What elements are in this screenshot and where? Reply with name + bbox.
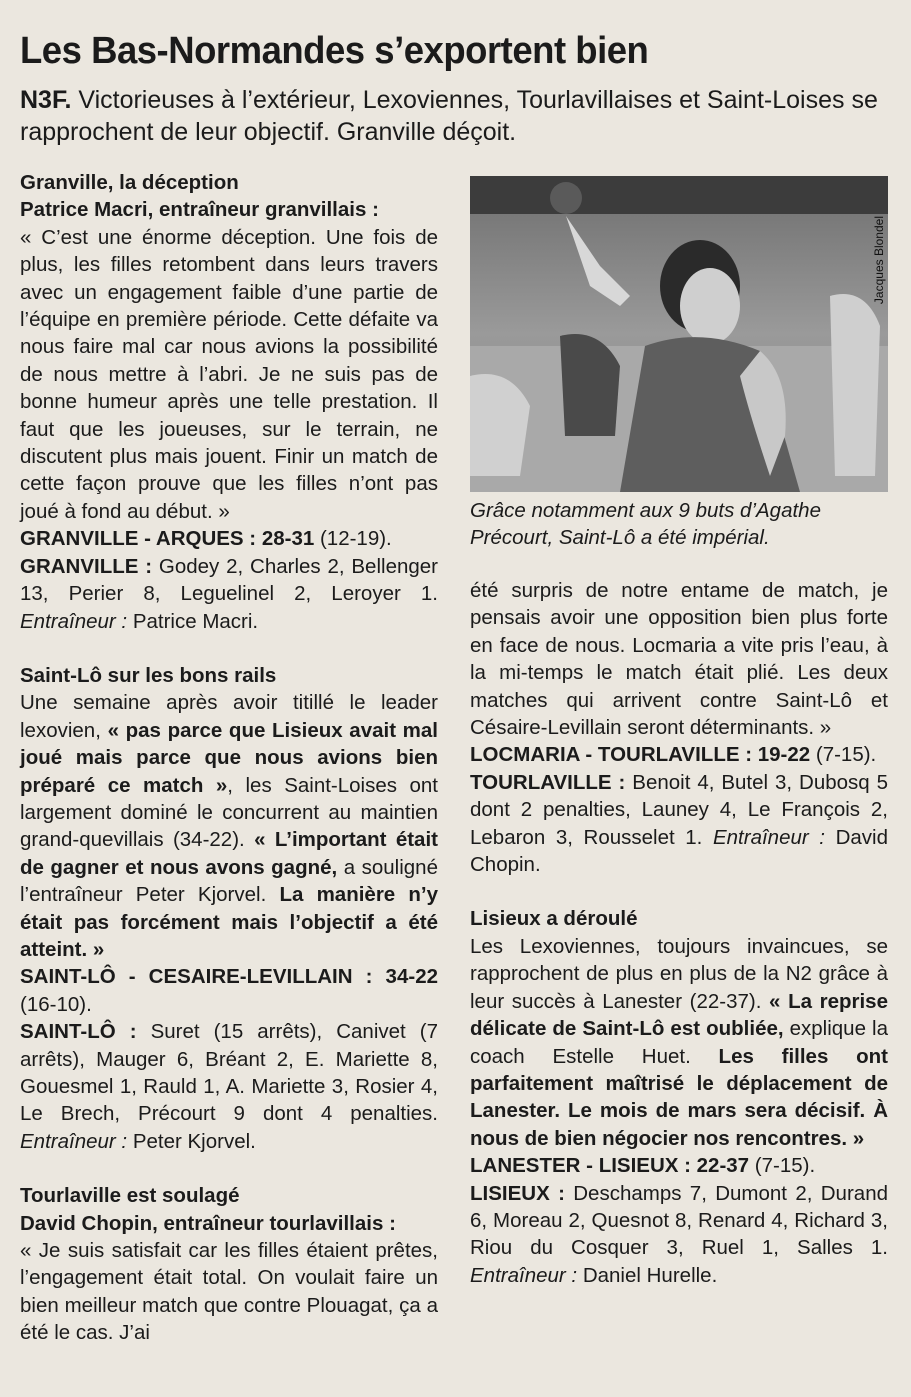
tourlaville-coach-name: David Chopin. xyxy=(470,825,888,877)
saintlo-coach-name: Peter Kjorvel. xyxy=(127,1129,256,1153)
tourlaville-team-label: TOURLAVILLE : xyxy=(470,770,626,794)
tourlaville-team xyxy=(470,769,888,879)
lisieux-score xyxy=(470,1152,888,1179)
granville-speaker: Patrice Macri, entraîneur granvillais : xyxy=(20,198,379,222)
lisieux-heading: Lisieux a déroulé xyxy=(470,907,638,931)
tourlaville-speaker: David Chopin, entraîneur tourlavillais : xyxy=(20,1211,396,1235)
lisieux-team xyxy=(470,1180,888,1290)
photo-image xyxy=(470,176,888,492)
tourlaville-team-list: Benoit 4, Butel 3, Dubosq 5 dont 2 penalties, Launey 4, Le François 2, Lebaron 3, Rousselet 1. xyxy=(470,770,889,849)
tourlaville-heading: Tourlaville est soulagé xyxy=(20,1184,240,1208)
granville-score-label: GRANVILLE - ARQUES : 28-31 xyxy=(20,527,315,551)
article-title: Les Bas-Normandes s’exportent bien xyxy=(20,30,649,72)
granville-team-list: Godey 2, Charles 2, Bellenger 13, Perier 8, Leguelinel 2, Leroyer 1. xyxy=(20,554,439,606)
ball-shape xyxy=(550,182,582,214)
deck-kicker: N3F. xyxy=(20,86,72,114)
saintlo-score-half: (16-10). xyxy=(20,992,92,1016)
granville-quote: « C’est une énorme déception. Une fois de plus, les filles retombent dans leurs travers avec un engagement faible d’une partie de l’équipe en première période. Cette défaite va nous faire mal car nous avions la possibilité de nous mettre à l’abri. Je ne suis pas de bonne humeur après une telle prestation. Il faut que les joueuses, sur le terrain, ne discutent plus mais jouent. Finir un match de cette façon prouve que les filles n’ont pas joué à fond au début. » xyxy=(20,225,438,523)
right-column xyxy=(470,577,888,1289)
tourlaville-score-half: (7-15). xyxy=(810,743,877,767)
saintlo-score-label: SAINT-LÔ - CESAIRE-LEVILLAIN : 34-22 xyxy=(20,965,438,989)
saintlo-coach-label: Entraîneur : xyxy=(20,1129,128,1153)
lisieux-coach-name: Daniel Hurelle. xyxy=(577,1263,718,1287)
saintlo-body: Une semaine après avoir titillé le leader lexovien, « pas parce que Lisieux avait mal joué mais parce que nous avions bien préparé ce match », les Saint-Loises ont largement dominé le concurrent au maintien grand-quevillais (34-22). « L’important était de gagner et nous avons gagné, a souligné l’entraîneur Peter Kjorvel. La manière n’y était pas forcément mais l’objectif a été atteint. » xyxy=(20,691,439,961)
tourlaville-score xyxy=(470,741,888,768)
lisieux-score-label: LANESTER - LISIEUX : 22-37 xyxy=(470,1154,750,1178)
lisieux-coach-label: Entraîneur : xyxy=(470,1263,578,1287)
lisieux-team-label: LISIEUX : xyxy=(470,1181,565,1205)
article-deck xyxy=(20,84,890,148)
deck-text: Victorieuses à l’extérieur, Lexoviennes, Tourlavillaises et Saint-Loises se rapprochent de leur objectif. Granville déçoit. xyxy=(20,86,878,146)
tourlaville-coach-label: Entraîneur : xyxy=(712,825,825,849)
granville-team-label: GRANVILLE : xyxy=(20,554,153,578)
granville-score xyxy=(20,525,438,552)
lisieux-score-half: (7-15). xyxy=(749,1154,816,1178)
tourlaville-score-label: LOCMARIA - TOURLAVILLE : 19-22 xyxy=(470,743,811,767)
tourlaville-quote-part1: « Je suis satisfait car les filles étaient prêtes, l’engagement était total. On voulait faire un bien meilleur match que contre Plouagat, ça a été le cas. J’ai xyxy=(20,1239,438,1345)
saintlo-team xyxy=(20,1018,438,1155)
lisieux-body: Les Lexoviennes, toujours invaincues, se rapprochent de plus en plus de la N2 grâce à leur succès à Lanester (22-37). « La reprise délicate de Saint-Lô est oubliée, explique la coach Estelle Huet. Les filles ont parfaitement maîtrisé le déplacement de Lanester. Le mois de mars sera décisif. À nous de bien négocier nos rencontres. » xyxy=(470,934,888,1150)
photo-caption: Grâce notamment aux 9 buts d’Agathe Précourt, Saint-Lô a été impérial. xyxy=(470,499,821,549)
left-column xyxy=(20,169,438,1347)
granville-heading: Granville, la déception xyxy=(20,171,239,194)
granville-team xyxy=(20,553,438,635)
granville-coach-name: Patrice Macri. xyxy=(127,609,259,633)
handball-photo xyxy=(470,176,888,492)
saintlo-heading: Saint-Lô sur les bons rails xyxy=(20,663,277,687)
granville-coach-label: Entraîneur : xyxy=(20,609,128,633)
saintlo-team-list: Suret (15 arrêts), Canivet (7 arrêts), Mauger 6, Bréant 2, E. Mariette 8, Gouesmel 1, Rauld 1, A. Mariette 3, Rosier 4, Le Brech, Précourt 9 dont 4 penalties. xyxy=(20,1020,439,1126)
saintlo-team-label: SAINT-LÔ : xyxy=(20,1020,137,1044)
tourlaville-quote-part2: été surpris de notre entame de match, je pensais avoir une opposition bien plus forte en face de nous. Locmaria a vite pris l’eau, à la mi-temps le match était plié. Les deux matches qui arrivent contre Saint-Lô et Césaire-Levillain seront déterminants. » xyxy=(470,579,888,740)
granville-score-half: (12-19). xyxy=(314,527,392,551)
lisieux-team-list: Deschamps 7, Dumont 2, Durand 6, Moreau 2, Quesnot 8, Renard 4, Richard 3, Riou du Cosquer 3, Ruel 1, Salles 1. xyxy=(470,1181,888,1260)
photo-credit: Jacques Blondel xyxy=(872,216,886,305)
saintlo-score xyxy=(20,963,438,1018)
